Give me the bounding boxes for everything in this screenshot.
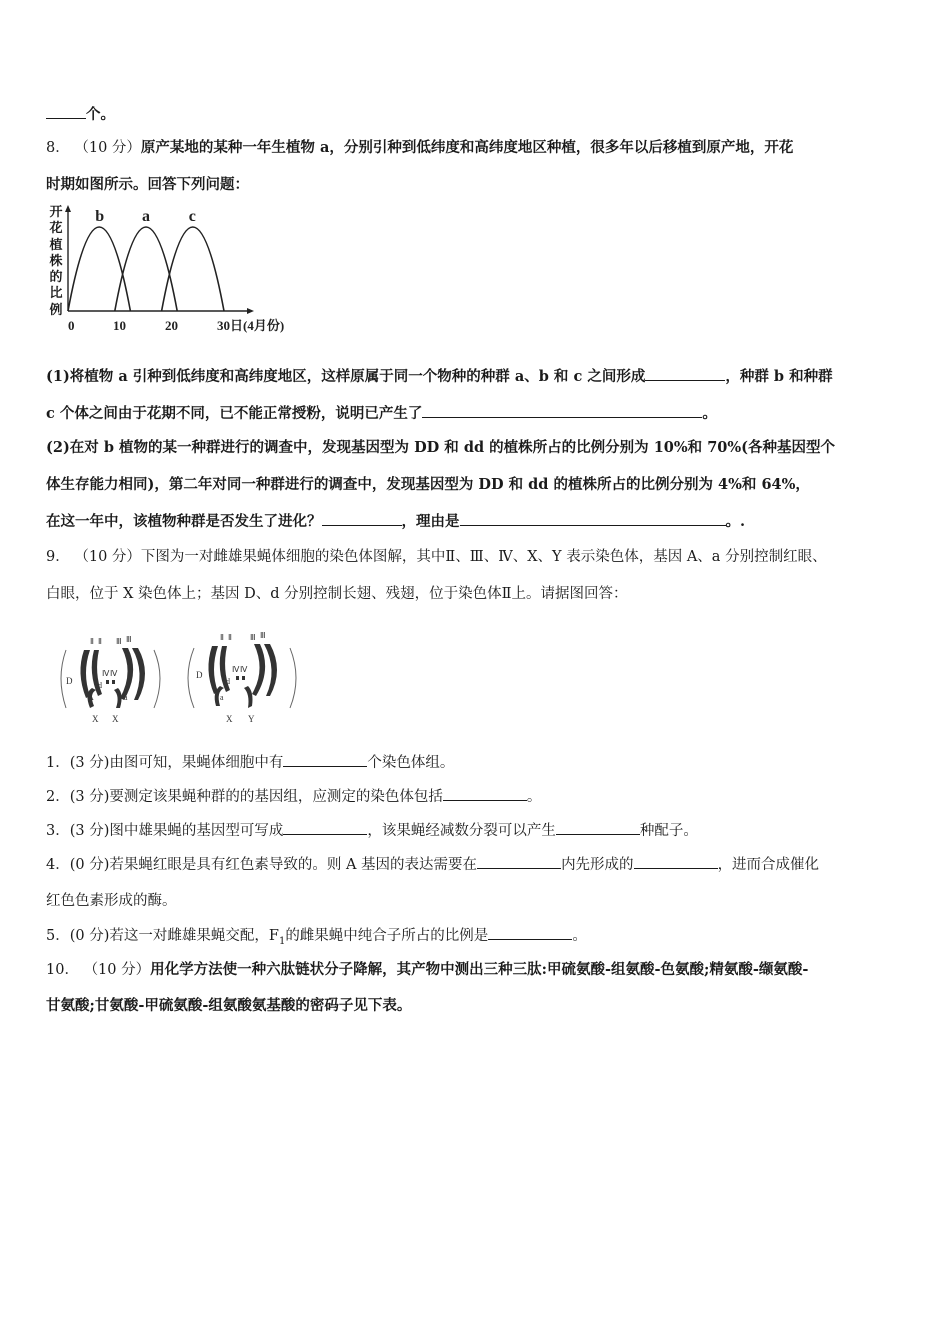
sex-chrom-label: X bbox=[226, 714, 233, 724]
chromosome-IV bbox=[106, 680, 109, 684]
chromosome-II bbox=[208, 646, 218, 694]
roman-label: Ⅱ bbox=[98, 637, 102, 646]
roman-label: Ⅲ bbox=[126, 635, 132, 644]
roman-label: Ⅱ bbox=[90, 637, 94, 646]
q8-part1-line1: (1)将植物 a 引种到低纬度和高纬度地区，这样原属于同一个物种的种群 a、b 和 c 之间形成 ，种群 b 和种群 bbox=[46, 368, 833, 385]
roman-label: Ⅱ bbox=[228, 633, 232, 642]
chromosome-IV bbox=[242, 676, 245, 680]
flowering-chart bbox=[46, 205, 286, 340]
male-cell bbox=[188, 631, 296, 724]
answer-blank[interactable] bbox=[556, 820, 640, 835]
q10-number: 10． bbox=[46, 962, 79, 978]
gene-label: a bbox=[124, 693, 128, 702]
x-tick-label: 30日(4月份) bbox=[217, 318, 285, 333]
chromosome-II bbox=[80, 650, 90, 698]
ylabel-char: 植 bbox=[49, 237, 63, 253]
chromosome-III bbox=[132, 648, 145, 700]
flowering-plot bbox=[46, 205, 286, 340]
q8-stem: 原产某地的某种一年生植物 a，分别引种到低纬度和高纬度地区种植，很多年以后移植到原产地，开花 bbox=[140, 139, 794, 156]
q8-part2-line3: 在这一年中，该植物种群是否发生了进化？ ，理由是 。. bbox=[46, 513, 746, 530]
answer-blank[interactable] bbox=[422, 403, 702, 418]
q9-sub1: 1．(3 分)由图可知，果蝇体细胞中有 个染色体组。 bbox=[46, 752, 454, 773]
x-tick-label: 20 bbox=[165, 318, 178, 333]
answer-blank[interactable] bbox=[477, 854, 561, 869]
chromosome-III bbox=[264, 644, 277, 696]
ylabel-char: 的 bbox=[49, 270, 63, 286]
roman-label: Ⅳ bbox=[240, 665, 248, 674]
cell-boundary bbox=[154, 650, 160, 708]
q9-stem-line1: 9． （10 分）下图为一对雌雄果蝇体细胞的染色体图解，其中Ⅱ、Ⅲ、Ⅳ、X、Y 表示染色体，基因 A、a 分别控制红眼、 bbox=[46, 549, 827, 565]
chromosome-IV bbox=[112, 680, 115, 684]
gene-label: d bbox=[98, 681, 102, 690]
curve-label-b: b bbox=[95, 208, 105, 225]
chromosome-X bbox=[114, 688, 122, 708]
q8-part1-line2: c 个体之间由于花期不同，已不能正常授粉，说明已产生了 。 bbox=[46, 405, 717, 422]
q8-number: 8． bbox=[46, 140, 70, 156]
cell-boundary bbox=[188, 648, 194, 708]
answer-blank[interactable] bbox=[443, 786, 527, 801]
ylabel-char: 花 bbox=[49, 221, 63, 237]
chromosome-Y bbox=[244, 686, 253, 708]
gene-label: d bbox=[226, 677, 230, 686]
chromosome-diagram bbox=[54, 628, 304, 726]
answer-blank[interactable] bbox=[283, 752, 367, 767]
roman-label: Ⅲ bbox=[250, 633, 256, 642]
roman-label: Ⅳ bbox=[102, 669, 110, 678]
answer-blank[interactable] bbox=[322, 511, 402, 526]
q9-number: 9． bbox=[46, 549, 70, 565]
q8-part2-line2: 体生存能力相同)，第二年对同一种群进行的调查中，发现基因型为 DD 和 dd 的植株所占的比例分别为 4%和 64%， bbox=[46, 476, 810, 493]
chromosome-III bbox=[252, 644, 265, 696]
ylabel-char: 例 bbox=[49, 302, 63, 318]
q10-stem-line1: 10． （10 分）用化学方法使一种六肽链状分子降解，其产物中测出三种三肽:甲硫氨酸-组氨酸-色氨酸;精氨酸-缬氨酸- bbox=[46, 961, 809, 978]
sex-chrom-label: X bbox=[92, 714, 99, 724]
q9-sub4-line2: 红色色素形成的酶。 bbox=[46, 893, 177, 909]
gene-label: D bbox=[196, 670, 203, 680]
q8-score: （10 分） bbox=[74, 140, 141, 156]
answer-blank[interactable] bbox=[488, 925, 572, 940]
ylabel-char: 株 bbox=[49, 253, 63, 269]
prev-answer-line: 个。 bbox=[46, 104, 115, 125]
chromosome-figure bbox=[54, 628, 304, 726]
curve-label-a: a bbox=[142, 208, 150, 225]
q8-part2-line1: (2)在对 b 植物的某一种群进行的调查中，发现基因型为 DD 和 dd 的植株所占的比例分别为 10%和 70%(各种基因型个 bbox=[46, 439, 836, 456]
x-tick-label: 0 bbox=[68, 318, 75, 333]
y-axis-arrow bbox=[65, 205, 71, 212]
sex-chrom-label: Y bbox=[248, 714, 255, 724]
ylabel-char: 比 bbox=[49, 286, 63, 302]
curve-b bbox=[68, 227, 130, 311]
q9-sub5: 5．(0 分)若这一对雌雄果蝇交配，$F_1$的雌果蝇中纯合子所占的比例是 。 bbox=[46, 925, 587, 952]
gene-label: a bbox=[220, 693, 224, 702]
roman-label: Ⅳ bbox=[110, 669, 118, 678]
q10-score: （10 分） bbox=[83, 962, 151, 978]
curve-label-c: c bbox=[188, 208, 196, 225]
ylabel-char: 开 bbox=[49, 205, 63, 220]
cell-boundary bbox=[290, 648, 296, 708]
q9-sub4-line1: 4．(0 分)若果蝇红眼是具有红色素导致的。则 A 基因的表达需要在 内先形成的 ，进而合成催化 bbox=[46, 854, 819, 875]
answer-blank[interactable] bbox=[283, 820, 367, 835]
answer-blank[interactable] bbox=[645, 366, 725, 381]
q9-score: （10 分） bbox=[74, 549, 141, 565]
q8-stem-line1 bbox=[46, 138, 793, 158]
x-axis-arrow bbox=[247, 308, 254, 314]
curve-a bbox=[115, 227, 177, 311]
q8-stem-line2: 时期如图所示。回答下列问题： bbox=[46, 176, 249, 193]
q9-stem-line2: 白眼，位于 X 染色体上；基因 D、d 分别控制长翅、残翅，位于染色体Ⅱ上。请据图回答： bbox=[46, 586, 628, 602]
q10-stem-line2: 甘氨酸;甘氨酸-甲硫氨酸-组氨酸氨基酸的密码子见下表。 bbox=[46, 997, 412, 1014]
chromosome-IV bbox=[236, 676, 239, 680]
answer-blank[interactable] bbox=[46, 104, 86, 119]
answer-blank[interactable] bbox=[634, 854, 718, 869]
curve-c bbox=[162, 227, 224, 311]
answer-blank[interactable] bbox=[460, 511, 726, 526]
roman-label: Ⅱ bbox=[220, 633, 224, 642]
roman-label: Ⅲ bbox=[260, 631, 266, 640]
x-tick-label: 10 bbox=[113, 318, 126, 333]
sex-chrom-label: X bbox=[112, 714, 119, 724]
q9-sub2: 2．(3 分)要测定该果蝇种群的的基因组，应测定的染色体包括 。 bbox=[46, 786, 541, 807]
female-cell bbox=[61, 635, 160, 724]
gene-label: D bbox=[66, 676, 73, 686]
gene-label: A bbox=[88, 693, 94, 702]
roman-label: Ⅲ bbox=[116, 637, 122, 646]
roman-label: Ⅳ bbox=[232, 665, 240, 674]
q9-sub3: 3．(3 分)图中雄果蝇的基因型可写成 ，该果蝇经减数分裂可以产生 种配子。 bbox=[46, 820, 698, 841]
